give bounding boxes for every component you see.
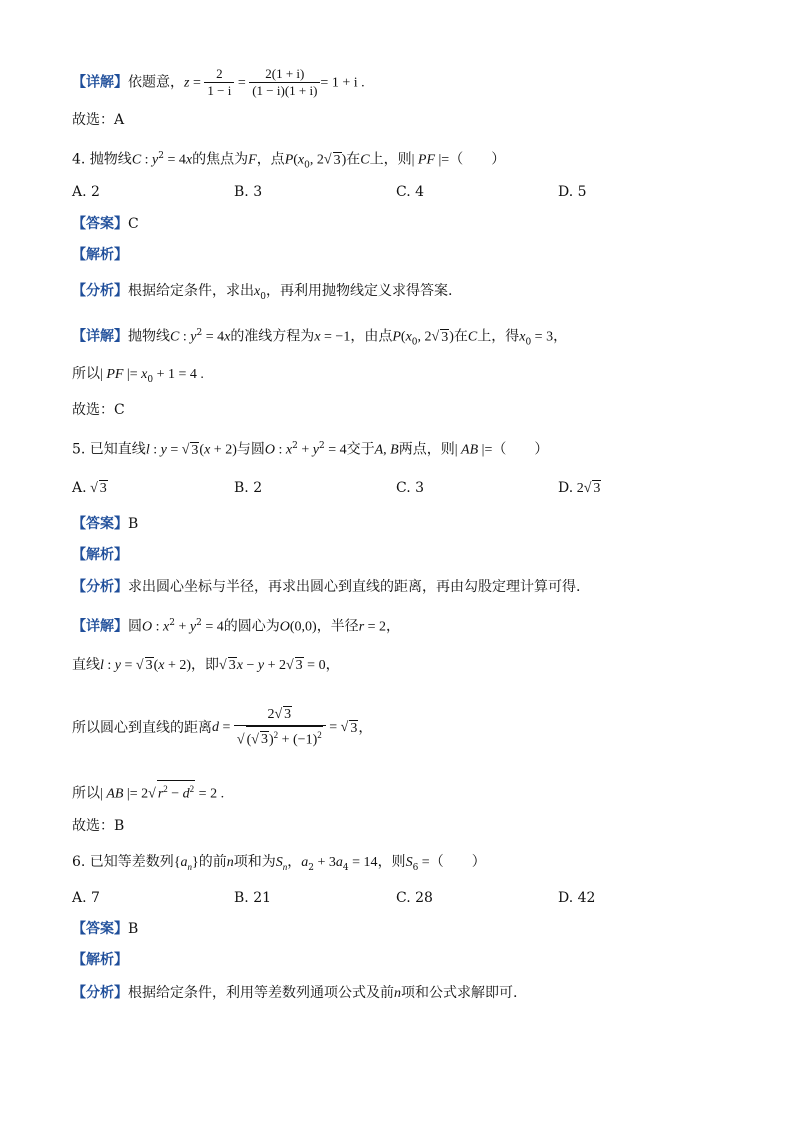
q6-jiexi-tag: 【解析】: [72, 952, 128, 968]
q4-jiexi-tag: 【解析】: [72, 247, 128, 263]
q5-line-eq: 直线l : y = √ 3(x + 2)，即√ 3x − y + 2√ 3 = 0，: [72, 657, 340, 673]
q4-option-d: D. 5: [558, 184, 587, 200]
q4-stem: 4. 抛物线C : $y^2 = 4x$的焦点为F，点$P(x_0$, 2√ 3)在C上，则| PF |=（ ）: [72, 151, 506, 171]
q5-option-c: C. 3: [396, 480, 425, 496]
q5-option-b: B. 2: [234, 480, 263, 496]
q6-stem: 6. 已知等差数列$\{a_n\}$的前n项和为$S_n$，$a_2 + 3a_4 = 14$，则$S_6$ =（ ）: [72, 854, 486, 873]
distance-fraction: $\frac{2√ 3}{√ (√ 3)^2 + (-1)^2}$: [234, 705, 326, 752]
q6-answer: 【答案】B: [72, 921, 139, 937]
q5-so-line: 所以| AB |= 2√ $r^2 - d^2 = 2$ .: [72, 780, 224, 805]
q4-option-a: A. 2: [72, 184, 100, 200]
q5-answer: 【答案】B: [72, 516, 139, 532]
q4-so-line: 所以| PF |= $x_0 + 1 = 4$ .: [72, 366, 204, 385]
q4-option-b: B. 3: [234, 184, 263, 200]
fraction: $\frac{2}{1 - i}$: [204, 66, 234, 99]
q5-option-a: A. √ 3: [72, 480, 107, 496]
q5-option-d: D. 2√ 3: [558, 480, 601, 496]
q3-detail-line: 【详解】依题意，z = $\frac{2}{1 - i}$ = $\frac{2(1 + i)}{(1 - i)(1 + i)}$ = 1 + i .: [72, 66, 365, 98]
q5-choice: 故选：B: [72, 818, 125, 834]
q6-option-b: B. 21: [234, 890, 272, 906]
q6-option-a: A. 7: [72, 890, 100, 906]
q5-distance: 所以圆心到直线的距离d = $\frac{2√ 3}{√ (√ 3)^2 + (-1)^2}$ = √ 3，: [72, 700, 372, 756]
q5-jiexi-tag: 【解析】: [72, 547, 128, 563]
q4-detail: 【详解】抛物线C : $y^2 = 4x$的准线方程为x = −1，由点$P(x_0$, 2√ 3)在C上，得$x_0 = 3$，: [72, 328, 568, 348]
q4-answer: 【答案】C: [72, 216, 139, 232]
q5-stem: 5. 已知直线l : y = √ 3(x + 2)与圆O : $x^2 + y^2 = 4$交于A, B两点，则| AB |=（ ）: [72, 441, 549, 458]
q5-analysis: 【分析】求出圆心坐标与半径，再求出圆心到直线的距离，再由勾股定理计算可得.: [72, 579, 581, 595]
q3-choice: 故选：A: [72, 112, 125, 128]
q5-detail: 【详解】圆O : $x^2 + y^2 = 4$的圆心为O(0,0)，半径r = 2，: [72, 618, 401, 635]
fraction: $\frac{2(1 + i)}{(1 - i)(1 + i)}$: [249, 66, 320, 99]
q6-option-d: D. 42: [558, 890, 596, 906]
q4-option-c: C. 4: [396, 184, 425, 200]
q6-analysis: 【分析】根据给定条件，利用等差数列通项公式及前n项和公式求解即可.: [72, 985, 518, 1001]
detail-tag: 【详解】: [72, 74, 128, 91]
q4-choice: 故选：C: [72, 402, 125, 418]
q4-analysis: 【分析】根据给定条件，求出$x_0$，再利用抛物线定义求得答案.: [72, 283, 453, 302]
q6-option-c: C. 28: [396, 890, 433, 906]
